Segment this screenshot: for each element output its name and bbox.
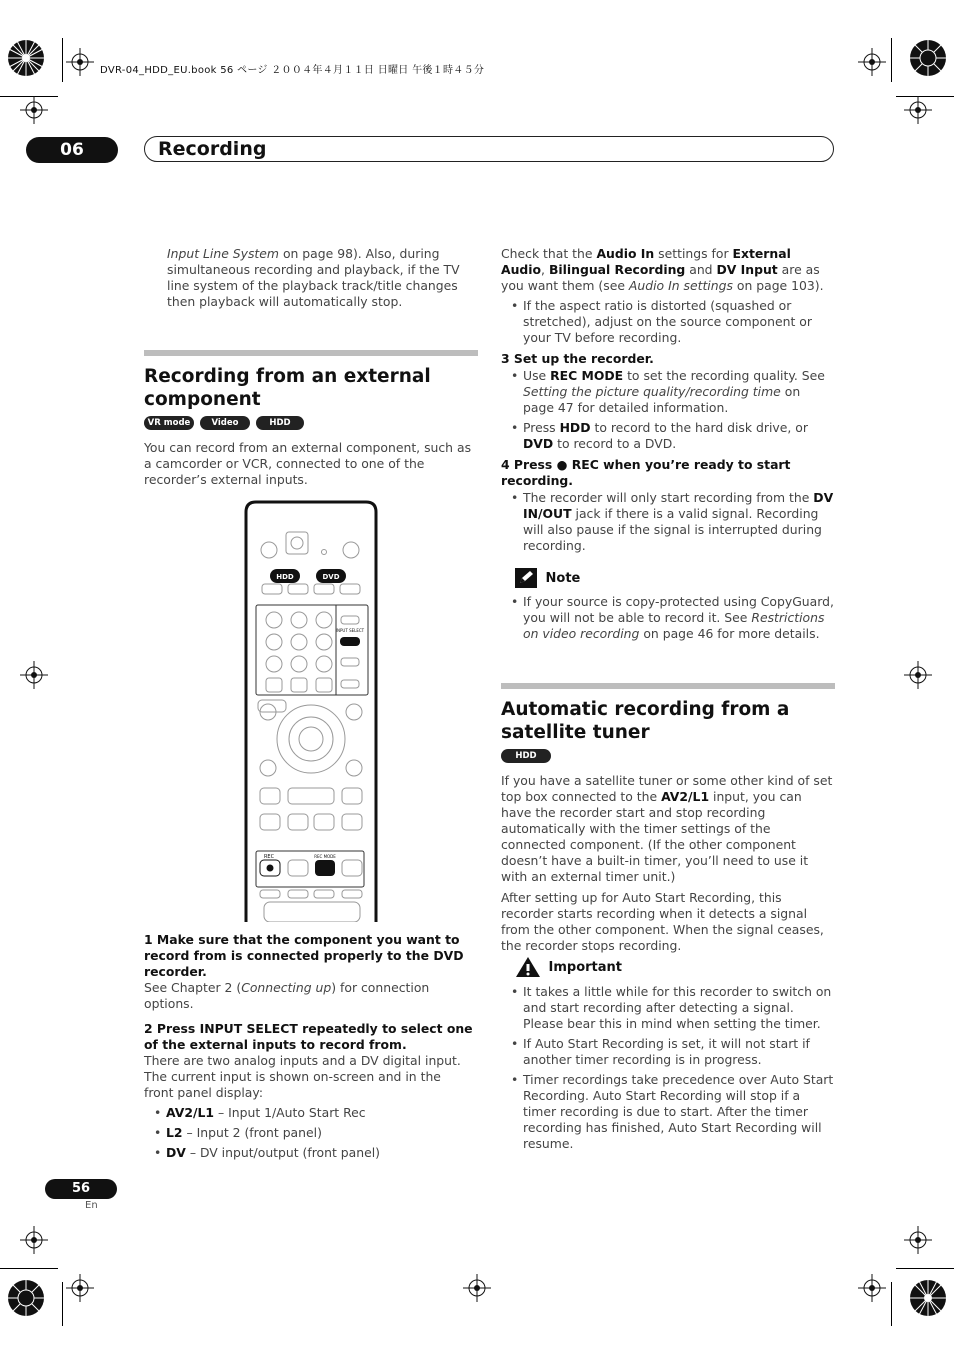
list-item: • AV2/L1 – Input 1/Auto Start Rec [144, 1105, 474, 1121]
chapter-title: Recording [158, 138, 267, 160]
list-item: • If Auto Start Recording is set, it will not start if another timer recording is in progress. [501, 1036, 835, 1068]
registration-wheel-icon [908, 1278, 948, 1318]
note-heading: Note [515, 568, 835, 590]
section-divider [501, 683, 835, 689]
intro-paragraph [167, 246, 477, 310]
pencil-note-icon [515, 568, 537, 588]
warning-hand-icon [515, 956, 541, 978]
crosshair-mark-icon [904, 96, 932, 124]
remote-input-select-label: INPUT SELECT [335, 628, 365, 633]
important-heading: Important [515, 956, 835, 980]
important-block [515, 956, 835, 1156]
step-3-heading: 3 Set up the recorder. [501, 351, 654, 366]
input-list [144, 1105, 474, 1161]
page-number: 56 [45, 1179, 117, 1199]
step-4-list [501, 490, 835, 554]
list-item: • If the aspect ratio is distorted (squashed or stretched), adjust on the source component or your TV before recording. [501, 298, 835, 346]
intro-italic-ref: Input Line System [167, 246, 279, 261]
crosshair-mark-icon [20, 1226, 48, 1254]
section-title: Automatic recording from a satellite tuner [501, 699, 790, 743]
steps-left [144, 932, 474, 1165]
list-item: • If your source is copy-protected using CopyGuard, you will not be able to record it. See Restrictions on video recording on page 46 for more details. [501, 594, 835, 642]
list-item: • The recorder will only start recording from the DV IN/OUT jack if there is a valid signal. Recording will also pause if the signal is interrupted during recording. [501, 490, 835, 554]
badge-vr-mode: VR mode [144, 416, 194, 430]
file-header-text: DVR-04_HDD_EU.book 56 ページ ２００４年４月１１日 日曜日 午後１時４５分 [100, 65, 485, 76]
remote-rec-label: REC [263, 854, 275, 860]
step-3-list [501, 368, 835, 452]
note-list [501, 594, 835, 642]
section-satellite-tuner [501, 683, 835, 954]
registration-wheel-icon [6, 38, 46, 78]
crosshair-mark-icon [463, 1274, 491, 1302]
satellite-paragraph-1: If you have a satellite tuner or some other kind of set top box connected to the AV2/L1 input, you can have the recorder start and stop recording automatically with the timer settings of the connected component. (If the other component doesn’t have a built-in timer, you’ll need to use it with an external timer unit.) [501, 773, 833, 884]
crosshair-mark-icon [66, 1274, 94, 1302]
badge-hdd: HDD [256, 416, 304, 430]
page-language: En [85, 1200, 98, 1211]
remote-hdd-button-label: HDD [276, 573, 294, 581]
badge-video-mode: Video mode [200, 416, 250, 430]
step-2-heading: 2 Press INPUT SELECT repeatedly to select one of the external inputs to record from. [144, 1021, 473, 1052]
step-4-heading: 4 Press ● REC when you’re ready to start recording. [501, 457, 791, 488]
crosshair-mark-icon [858, 48, 886, 76]
crosshair-mark-icon [858, 1274, 886, 1302]
intro-text: on page 98). Also, during simultaneous recording and playback, if the TV line system of the playback track/title changes then playback will automatically stop. [167, 246, 460, 309]
check-audio-text: Check that the Audio In settings for External Audio, Bilingual Recording and DV Input are as you want them (see Audio In settings on page 103). [501, 246, 824, 293]
crosshair-mark-icon [904, 1226, 932, 1254]
remote-rec-mode-label: REC MODE [314, 854, 336, 859]
list-item: • It takes a little while for this recorder to switch on and start recording after detecting a signal. Please bear this in mind when setting the timer. [501, 984, 835, 1032]
step-2-text: There are two analog inputs and a DV digital input. The current input is shown on-screen and in the front panel display: [144, 1053, 461, 1100]
badge-hdd: HDD [501, 749, 551, 763]
remote-control-illustration [244, 500, 378, 922]
mode-badges [501, 749, 835, 763]
section-divider [144, 350, 478, 356]
section-external-component [144, 350, 478, 488]
remote-dvd-button-label: DVD [322, 573, 340, 581]
step-1-text: See Chapter 2 (Connecting up) for connection options. [144, 980, 430, 1011]
section-intro-text: You can record from an external component, such as a camcorder or VCR, connected to one of the recorder’s external inputs. [144, 440, 472, 487]
crosshair-mark-icon [66, 48, 94, 76]
aspect-list [501, 298, 835, 346]
list-item: • DV – DV input/output (front panel) [144, 1145, 474, 1161]
registration-wheel-icon [6, 1278, 46, 1318]
list-item: • L2 – Input 2 (front panel) [144, 1125, 474, 1141]
mode-badges [144, 416, 478, 442]
list-item: • Press HDD to record to the hard disk drive, or DVD to record to a DVD. [501, 420, 835, 452]
registration-wheel-icon [908, 38, 948, 78]
important-list [501, 984, 835, 1152]
crosshair-mark-icon [20, 96, 48, 124]
list-item: • Timer recordings take precedence over Auto Start Recording. Auto Start Recording will stop if a timer recording is due to start. After the timer recording has finished, Auto Start Recording will resume. [501, 1072, 835, 1152]
step-1-heading: 1 Make sure that the component you want to record from is connected properly to the DVD recorder. [144, 932, 464, 979]
note-block [515, 568, 835, 646]
list-item: • Use REC MODE to set the recording quality. See Setting the picture quality/recording time on page 47 for detailed information. [501, 368, 835, 416]
crosshair-mark-icon [904, 661, 932, 689]
section-title: Recording from an external component [144, 366, 431, 410]
satellite-paragraph-2: After setting up for Auto Start Recording, this recorder starts recording when it detects a signal from the other component. When the signal ceases, the recorder stops recording. [501, 890, 824, 953]
right-column-top [501, 246, 835, 558]
chapter-number-badge: 06 [26, 137, 118, 163]
crosshair-mark-icon [20, 661, 48, 689]
